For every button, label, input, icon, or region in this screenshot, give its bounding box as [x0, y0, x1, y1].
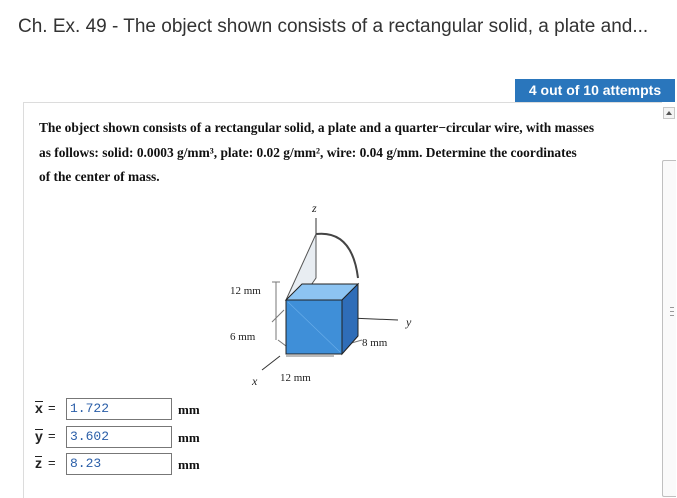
- equals-sign: =: [48, 400, 56, 415]
- quarter-circle-wire: [316, 234, 358, 278]
- page-title: Ch. Ex. 49 - The object shown consists of a rectangular solid, a plate and...: [18, 16, 649, 37]
- axis-z-label: z: [312, 201, 317, 215]
- problem-line: of the center of mass.: [39, 169, 160, 184]
- scrollbar-grip-icon: [670, 307, 674, 316]
- unit-label: mm: [178, 457, 200, 472]
- x-bar-label: x: [35, 400, 43, 416]
- problem-line: as follows: solid: 0.0003 g/mm³, plate: 0.02 g/mm², wire: 0.04 g/mm. Determine the coordinates: [39, 144, 577, 160]
- z-bar-label: z: [35, 455, 42, 471]
- dimension-12mm-bottom: 12 mm: [280, 372, 311, 384]
- z-bar-input[interactable]: 8.23: [66, 453, 172, 475]
- scrollbar-thumb[interactable]: [662, 160, 676, 497]
- equals-sign: =: [48, 428, 56, 443]
- equals-sign: =: [48, 455, 56, 470]
- y-bar-input[interactable]: 3.602: [66, 426, 172, 448]
- unit-label: mm: [178, 402, 200, 417]
- x-axis: [262, 356, 280, 370]
- object-figure: [222, 198, 422, 393]
- dimension-6mm: 6 mm: [230, 331, 256, 343]
- unit-label: mm: [178, 430, 200, 445]
- dimension-12mm-top: 12 mm: [230, 285, 261, 297]
- dimension-8mm: 8 mm: [362, 337, 388, 349]
- problem-line: The object shown consists of a rectangular solid, a plate and a quarter−circular wire, with masses: [39, 120, 595, 135]
- y-bar-label: y: [35, 428, 43, 444]
- axis-y-label: y: [406, 315, 412, 329]
- scroll-up-button[interactable]: [663, 107, 675, 119]
- axis-x-label: x: [252, 374, 258, 388]
- x-bar-input[interactable]: 1.722: [66, 398, 172, 420]
- problem-statement: [39, 116, 659, 190]
- attempts-badge: 4 out of 10 attempts: [515, 79, 675, 102]
